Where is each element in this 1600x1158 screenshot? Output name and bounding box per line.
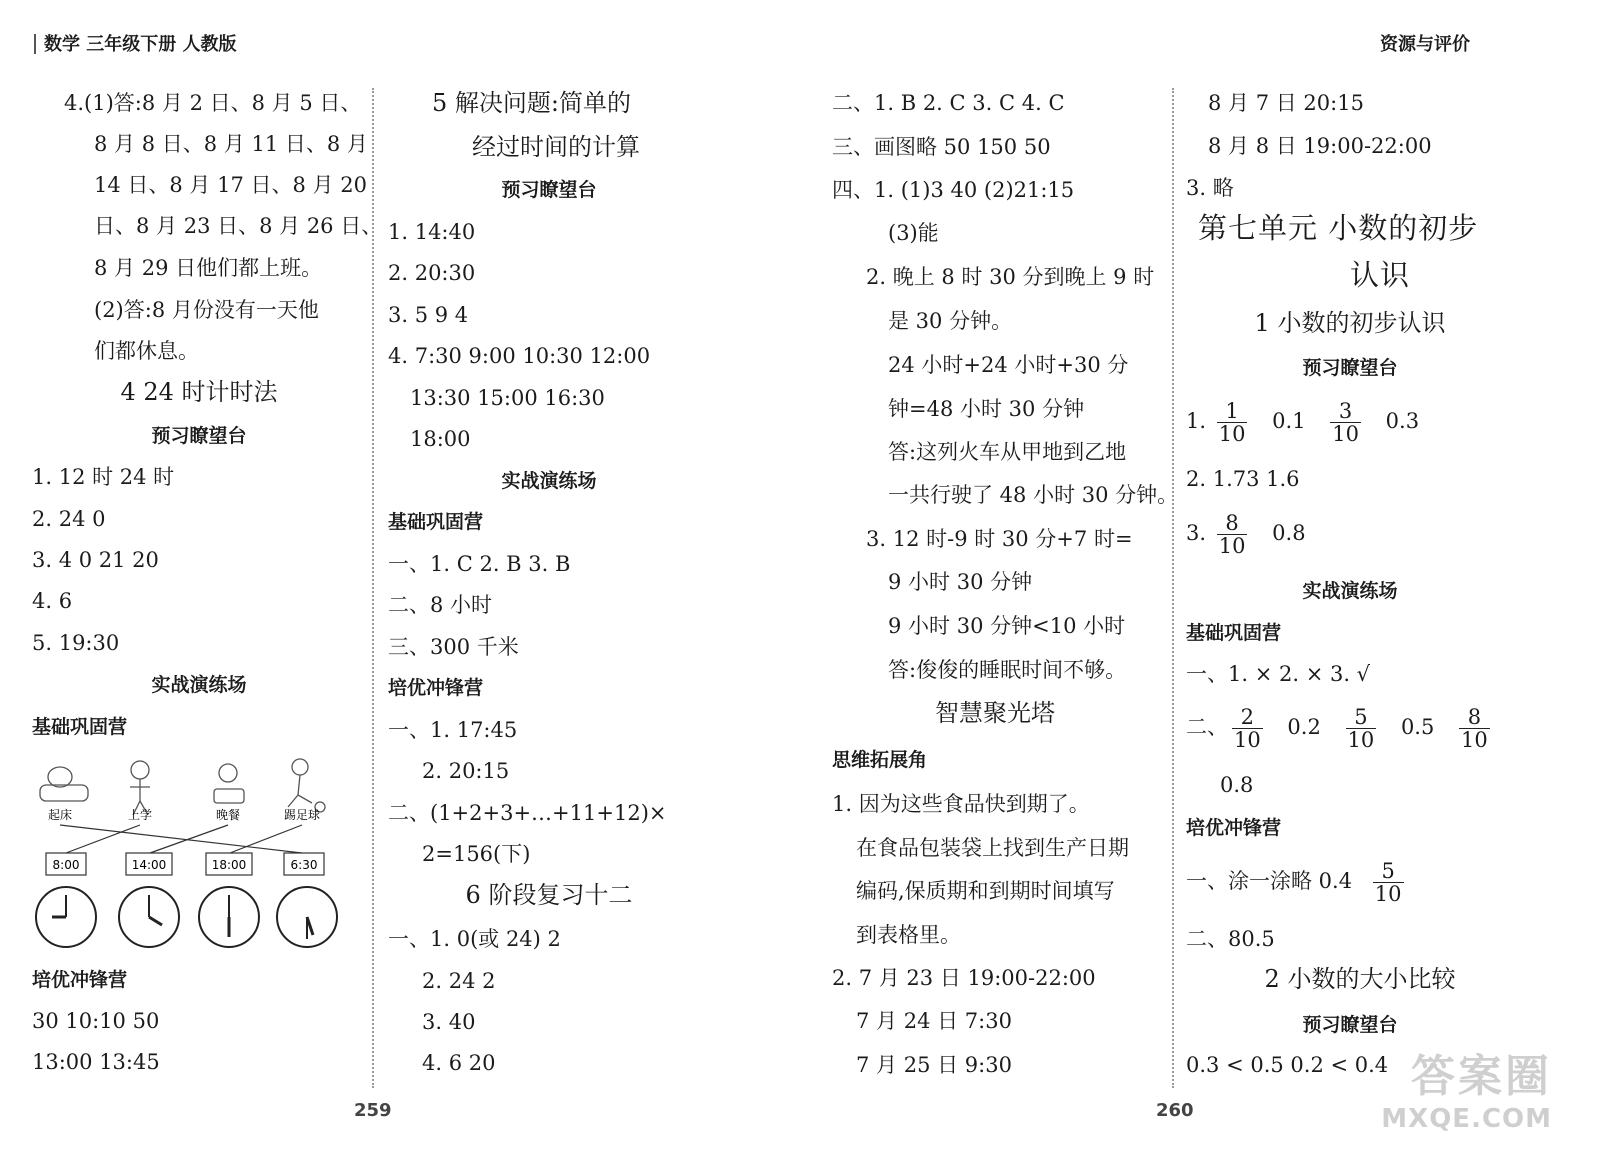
answer-line: 8 月 8 日 19:00-22:00: [1208, 134, 1432, 158]
fraction: $\frac{8}{10}$: [1218, 511, 1246, 558]
answer-line: 一、1. × 2. × 3. √: [1186, 662, 1371, 686]
value: 0.1: [1272, 409, 1306, 433]
section-heading-preview: 预习瞭望台: [1302, 357, 1398, 379]
answer-line: 3. 40: [422, 1010, 476, 1034]
answer-line: 是 30 分钟。: [888, 309, 1013, 333]
answer-line: 答:俊俊的睡眠时间不够。: [888, 658, 1127, 682]
match-time: 8:00: [52, 858, 80, 872]
value: 0.2: [1287, 715, 1321, 739]
answer-line: 0.3 < 0.5 0.2 < 0.4: [1186, 1053, 1389, 1077]
answer-line: 2. 24 2: [422, 969, 496, 993]
item-number: 1.: [1186, 409, 1207, 433]
column-divider-2: [1172, 88, 1174, 1088]
watermark-logo-text: 答案圈: [1411, 1051, 1552, 1102]
answer-line: 1. 12 时 24 时: [32, 465, 175, 489]
answer-line: 在食品包装袋上找到生产日期: [856, 836, 1129, 860]
fraction: $\frac{5}{10}$: [1347, 705, 1375, 752]
answer-line: 2. 20:30: [388, 261, 476, 285]
answer-line: 7 月 24 日 7:30: [856, 1009, 1012, 1033]
section-title: 经过时间的计算: [472, 133, 640, 161]
answer-line: 14 日、8 月 17 日、8 月 20: [94, 173, 367, 197]
answer-line: 一、1. C 2. B 3. B: [388, 552, 571, 576]
value: 0.3: [1385, 409, 1420, 433]
answer-line: 0.8: [1220, 773, 1254, 797]
match-label: 起床: [47, 808, 73, 822]
subheading-basic: 基础巩固营: [1186, 622, 1282, 644]
answer-line: 一、1. 0(或 24) 2: [388, 927, 561, 951]
fraction: $\frac{8}{10}$: [1461, 705, 1488, 752]
answer-line: 8 月 29 日他们都上班。: [94, 256, 323, 280]
answer-line: 4. 7:30 9:00 10:30 12:00: [388, 344, 651, 368]
answer-line: 三、画图略 50 150 50: [832, 135, 1051, 159]
section-title: 5 解决问题:简单的: [432, 89, 631, 117]
time-matching-figure: [30, 755, 360, 950]
watermark: [1381, 1040, 1552, 1134]
answer-line: 8 月 7 日 20:15: [1208, 91, 1364, 115]
person-icon-school: [130, 761, 150, 815]
section-title-wisdom: 智慧聚光塔: [935, 699, 1055, 727]
subheading-advanced: 培优冲锋营: [388, 677, 484, 699]
answer-line-fractions: [1186, 400, 1419, 445]
match-time: 6:30: [290, 858, 318, 872]
section-heading-preview: 预习瞭望台: [1302, 1014, 1398, 1036]
watermark-domain: MXQE.COM: [1381, 1104, 1552, 1134]
answer-line: 4. 6: [32, 589, 73, 613]
match-label: 上学: [127, 808, 153, 822]
header-left: 数学 三年级下册 人教版: [44, 34, 237, 55]
answer-line: 答:这列火车从甲地到乙地: [888, 440, 1127, 464]
answer-line: 7 月 25 日 9:30: [856, 1053, 1012, 1077]
answer-line: 2. 1.73 1.6: [1186, 467, 1300, 491]
section-heading-preview: 预习瞭望台: [151, 425, 247, 447]
answer-line: 9 小时 30 分钟<10 小时: [888, 614, 1126, 638]
answer-line: 3. 略: [1186, 176, 1234, 200]
answer-line: 一共行驶了 48 小时 30 分钟。: [888, 483, 1179, 507]
answer-line: 4. 6 20: [422, 1051, 496, 1075]
section-title: 4 24 时计时法: [120, 378, 278, 406]
answer-line: 2. 晚上 8 时 30 分到晚上 9 时: [866, 265, 1155, 289]
match-label: 晚餐: [215, 808, 241, 822]
answer-line: 四、1. (1)3 40 (2)21:15: [832, 178, 1075, 202]
answer-line: 一、1. 17:45: [388, 718, 518, 742]
person-icon-dinner: [214, 764, 244, 803]
section-heading-practice: 实战演练场: [501, 470, 597, 492]
answer-line: 2=156(下): [422, 842, 531, 866]
section-title: 1 小数的初步认识: [1254, 309, 1446, 337]
answer-line: 二、1. B 2. C 3. C 4. C: [832, 91, 1065, 115]
answer-line: 3. 12 时-9 时 30 分+7 时=: [866, 527, 1133, 551]
person-icon-wakeup: [40, 767, 88, 801]
clock-icon: [119, 887, 179, 947]
subheading-basic: 基础巩固营: [32, 716, 128, 738]
section-heading-preview: 预习瞭望台: [501, 179, 597, 201]
answer-line: 2. 20:15: [422, 759, 510, 783]
fraction: $\frac{3}{10}$: [1332, 399, 1359, 446]
answer-line: 3. 5 9 4: [388, 303, 469, 327]
match-time: 18:00: [211, 858, 247, 872]
answer-line: 13:00 13:45: [32, 1050, 160, 1074]
answer-line: 18:00: [410, 427, 471, 451]
answer-line: 9 小时 30 分钟: [888, 570, 1033, 594]
answer-line: 二、(1+2+3+…+11+12)×: [388, 801, 667, 825]
answer-line: 1. 因为这些食品快到期了。: [832, 792, 1090, 816]
answer-line: 24 小时+24 小时+30 分: [888, 353, 1129, 377]
match-label: 踢足球: [283, 808, 321, 822]
match-line: [66, 825, 140, 853]
value: 0.5: [1400, 715, 1435, 739]
unit-title: 第七单元 小数的初步: [1198, 211, 1479, 245]
answer-line: 30 10:10 50: [32, 1009, 160, 1033]
fraction: $\frac{1}{10}$: [1218, 399, 1246, 446]
match-time: 14:00: [131, 858, 167, 872]
answer-line: (2)答:8 月份没有一天他: [94, 298, 319, 322]
answer-line: 三、300 千米: [388, 635, 519, 659]
clock-icon: [199, 887, 259, 947]
answer-line: 二、8 小时: [388, 593, 493, 617]
fraction: $\frac{2}{10}$: [1234, 705, 1261, 752]
section-heading-practice: 实战演练场: [1302, 580, 1398, 602]
unit-title: 认识: [1349, 258, 1410, 292]
fraction: $\frac{5}{10}$: [1374, 859, 1402, 906]
answer-line: (3)能: [888, 221, 939, 245]
subheading-advanced: 培优冲锋营: [1186, 817, 1282, 839]
answer-line-fractions: [1186, 860, 1408, 905]
answer-line: 8 月 8 日、8 月 11 日、8 月: [94, 132, 368, 156]
header-bar-left: [34, 34, 36, 54]
answer-line: 编码,保质期和到期时间填写: [856, 879, 1115, 903]
header-right: 资源与评价: [1380, 34, 1470, 55]
answer-line: 们都休息。: [94, 339, 199, 363]
value: 0.8: [1272, 521, 1306, 545]
section-heading-practice: 实战演练场: [151, 674, 247, 696]
answer-line: 2. 7 月 23 日 19:00-22:00: [832, 966, 1096, 990]
answer-line: 5. 19:30: [32, 631, 120, 655]
item-number: 二、: [1186, 715, 1228, 739]
subheading-thinking: 思维拓展角: [832, 749, 928, 771]
answer-line: 13:30 15:00 16:30: [410, 386, 605, 410]
answer-line: 二、80.5: [1186, 927, 1275, 951]
page-number-left: 259: [354, 1100, 392, 1121]
answer-line: 到表格里。: [856, 923, 961, 947]
answer-line-fractions: [1186, 512, 1306, 557]
match-line: [150, 825, 228, 853]
section-title: 6 阶段复习十二: [465, 881, 633, 909]
answer-line: 日、8 月 23 日、8 月 26 日、: [94, 214, 383, 238]
subheading-advanced: 培优冲锋营: [32, 969, 128, 991]
person-icon-soccer: [288, 759, 325, 812]
clock-icon: [277, 887, 337, 947]
answer-line: 钟=48 小时 30 分钟: [888, 397, 1085, 421]
page-number-right: 260: [1156, 1100, 1194, 1121]
value: 一、涂一涂略 0.4: [1186, 869, 1353, 893]
item-number: 3.: [1186, 521, 1207, 545]
section-title: 2 小数的大小比较: [1264, 965, 1456, 993]
answer-line: 1. 14:40: [388, 220, 476, 244]
answer-line: 2. 24 0: [32, 507, 106, 531]
answer-line-fractions: [1186, 706, 1494, 751]
clock-icon: [36, 887, 96, 947]
answer-line: 4.(1)答:8 月 2 日、8 月 5 日、: [64, 91, 362, 115]
answer-line: 3. 4 0 21 20: [32, 548, 159, 572]
subheading-basic: 基础巩固营: [388, 511, 484, 533]
